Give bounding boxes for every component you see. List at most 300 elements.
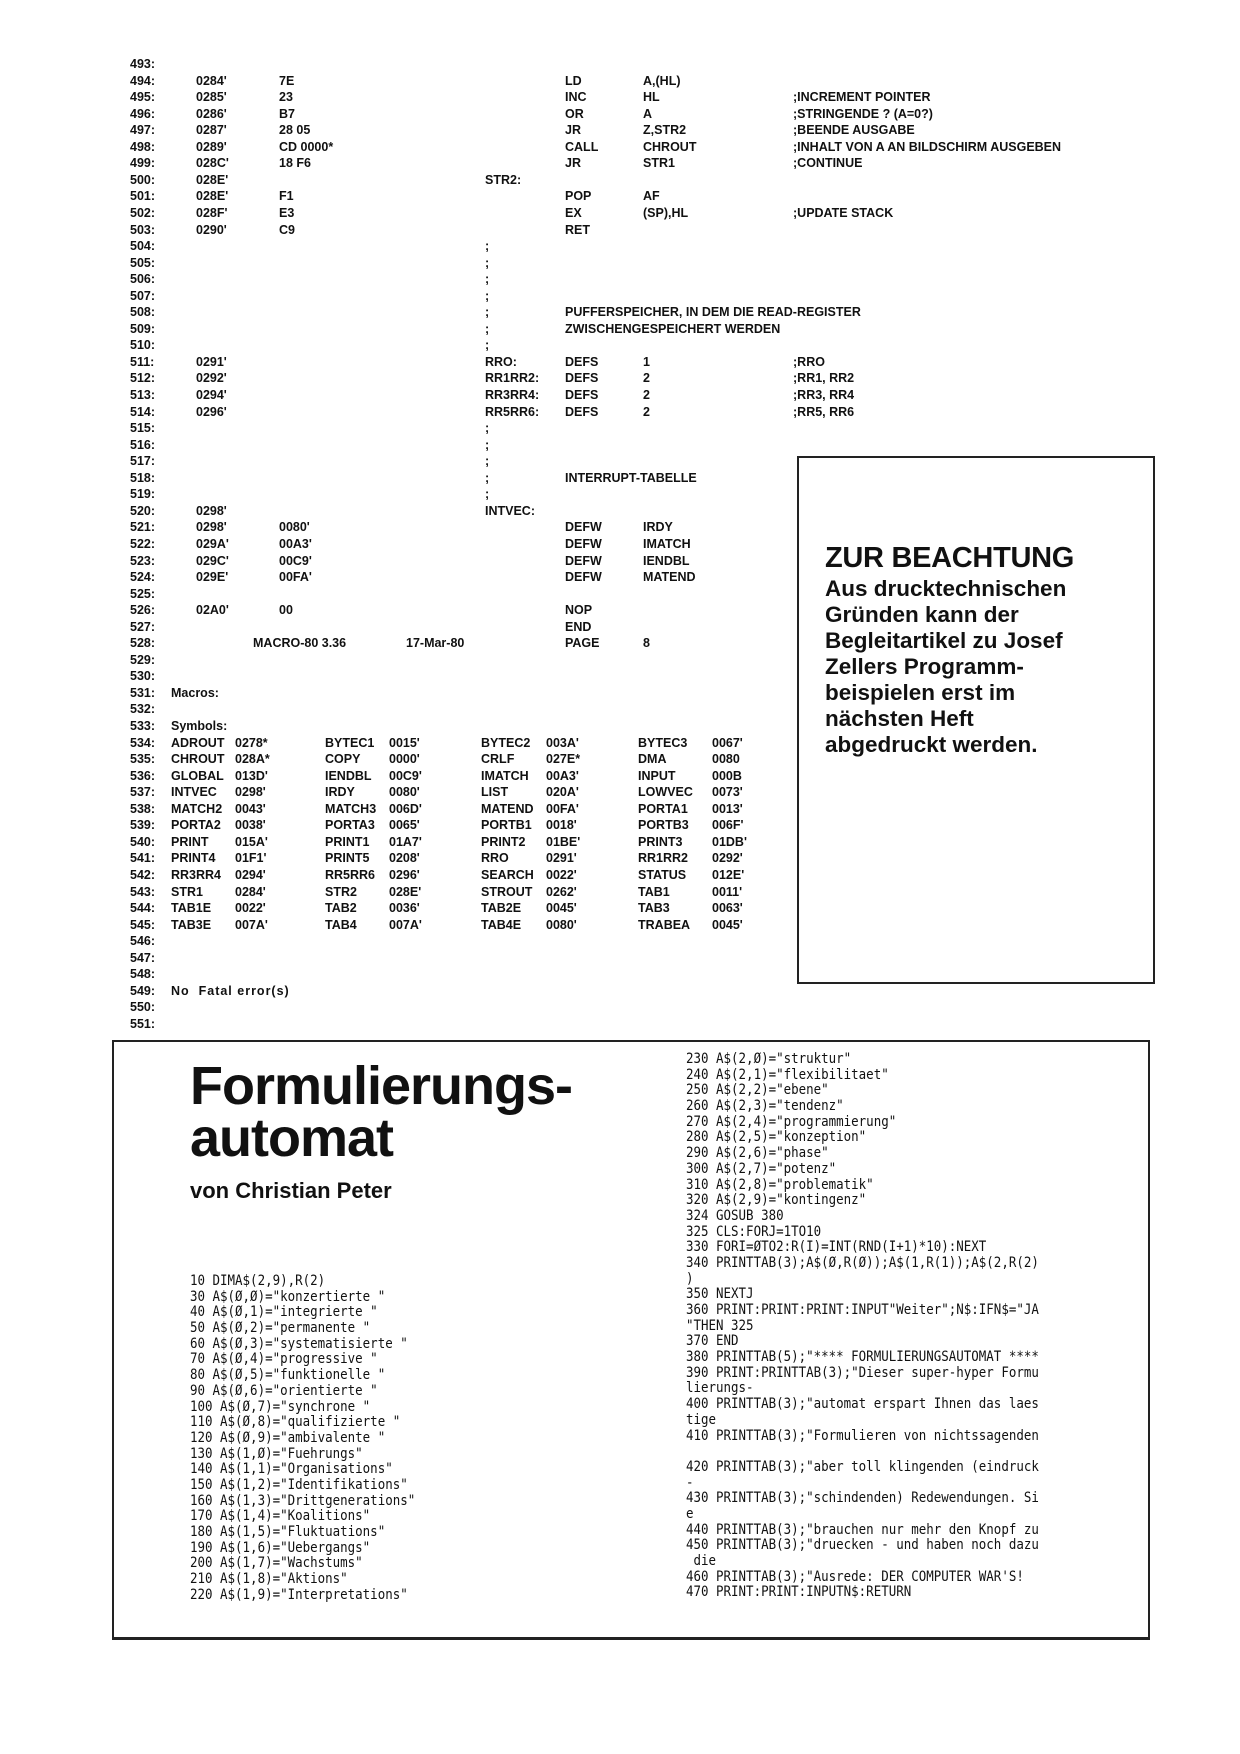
- article-title-line: automat: [190, 1108, 394, 1168]
- symbol-value: 0291': [546, 851, 577, 866]
- listing-code: 00: [279, 603, 293, 618]
- code-line: 50 A$(Ø,2)="permanente ": [190, 1320, 371, 1337]
- listing-mn: DEFS: [565, 404, 599, 419]
- listing-n: 518:: [130, 470, 156, 485]
- symbol-name: MATEND: [481, 801, 534, 816]
- listing-addr: 0284': [196, 73, 227, 88]
- code-line: 150 A$(1,2)="Identifikations": [190, 1476, 408, 1493]
- listing-label: ;: [485, 487, 490, 502]
- code-line: 100 A$(Ø,7)="synchrone ": [190, 1398, 371, 1415]
- listing-n: 500:: [130, 172, 156, 187]
- listing-code: 7E: [279, 73, 295, 88]
- listing-label: STR2:: [485, 172, 522, 187]
- listing-mn: INC: [565, 90, 587, 105]
- listing-n: 497:: [130, 123, 156, 138]
- symbol-value: 0080': [389, 785, 420, 800]
- listing-addr: 0285': [196, 90, 227, 105]
- listing-label: ;: [485, 470, 490, 485]
- symbol-name: RR1RR2: [638, 851, 689, 866]
- listing-mn: RET: [565, 222, 590, 237]
- listing-n: 539:: [130, 818, 156, 833]
- listing-addr: 0289': [196, 139, 227, 154]
- article-box: [112, 1040, 1150, 1640]
- listing-cm: ;STRINGENDE ? (A=0?): [793, 106, 933, 121]
- listing-mn: DEFW: [565, 553, 602, 568]
- code-line: 324 GOSUB 380: [686, 1207, 784, 1224]
- symbol-value: 012E': [712, 867, 745, 882]
- listing-n: 540:: [130, 834, 156, 849]
- listing-n: 506:: [130, 272, 156, 287]
- listing-label: ;: [485, 305, 490, 320]
- code-line: 10 DIMA$(2,9),R(2): [190, 1273, 326, 1289]
- symbol-name: TAB2E: [481, 901, 522, 916]
- symbol-name: LOWVEC: [638, 785, 693, 800]
- code-line: 120 A$(Ø,9)="ambivalente ": [190, 1429, 386, 1446]
- symbol-name: TAB2: [325, 901, 357, 916]
- listing-addr: 028C': [196, 156, 229, 171]
- listing-n: 499:: [130, 156, 156, 171]
- listing-mn: EX: [565, 205, 582, 220]
- listing-date: 17-Mar-80: [406, 636, 465, 651]
- listing-op: IENDBL: [643, 553, 690, 568]
- symbol-value: 0043': [235, 801, 266, 816]
- code-line: 190 A$(1,6)="Uebergangs": [190, 1539, 371, 1556]
- code-line: 325 CLS:FORJ=1TO10: [686, 1223, 822, 1240]
- listing-line: [0, 56, 1240, 72]
- listing-mn: PUFFERSPEICHER, IN DEM DIE READ-REGISTER: [565, 305, 861, 320]
- notice-line: abgedruckt werden.: [825, 732, 1038, 757]
- basic-code-left: [190, 1274, 415, 1603]
- symbol-value: 0294': [235, 867, 266, 882]
- code-line: 60 A$(Ø,3)="systematisierte ": [190, 1335, 408, 1352]
- symbol-name: BYTEC2: [481, 735, 531, 750]
- listing-mn: DEFW: [565, 536, 602, 551]
- listing-n: 535:: [130, 752, 156, 767]
- symbol-value: 006F': [712, 818, 744, 833]
- listing-n: 537:: [130, 785, 156, 800]
- listing-op: CHROUT: [643, 139, 697, 154]
- listing-n: 532:: [130, 702, 156, 717]
- code-line: 410 PRINTTAB(3);"Formulieren von nichtssagenden: [686, 1427, 1039, 1444]
- listing-cm: ;UPDATE STACK: [793, 205, 894, 220]
- symbol-name: LIST: [481, 785, 509, 800]
- listing-code: 00FA': [279, 570, 312, 585]
- symbol-name: PORTA3: [325, 818, 375, 833]
- code-line: 240 A$(2,1)="flexibilitaet": [686, 1066, 889, 1083]
- symbol-name: PRINT3: [638, 834, 683, 849]
- listing-n: 508:: [130, 305, 156, 320]
- listing-line: [0, 354, 1240, 370]
- symbol-name: PRINT1: [325, 834, 370, 849]
- symbol-name: IENDBL: [325, 768, 372, 783]
- basic-code-right: [686, 1052, 1039, 1601]
- listing-mn: DEFS: [565, 354, 599, 369]
- listing-code: 0080': [279, 520, 310, 535]
- listing-line: [0, 437, 1240, 453]
- code-line: [686, 1444, 1039, 1460]
- symbol-name: STROUT: [481, 884, 533, 899]
- symbol-value: 0018': [546, 818, 577, 833]
- listing-n: 498:: [130, 139, 156, 154]
- listing-n: 507:: [130, 288, 156, 303]
- listing-addr: 0287': [196, 123, 227, 138]
- symbol-name: RRO: [481, 851, 509, 866]
- listing-code: B7: [279, 106, 295, 121]
- listing-n: 530:: [130, 669, 156, 684]
- code-line: 220 A$(1,9)="Interpretations": [190, 1586, 408, 1603]
- symbol-value: 003A': [546, 735, 579, 750]
- listing-mn: ZWISCHENGESPEICHERT WERDEN: [565, 321, 781, 336]
- code-line: 210 A$(1,8)="Aktions": [190, 1571, 348, 1588]
- listing-line: [0, 122, 1240, 138]
- listing-n: 542:: [130, 867, 156, 882]
- listing-n: 509:: [130, 321, 156, 336]
- listing-label: RR1RR2:: [485, 371, 540, 386]
- symbol-name: TAB4: [325, 917, 357, 932]
- article-author: von Christian Peter: [190, 1178, 392, 1203]
- symbol-value: 00A3': [546, 768, 579, 783]
- code-line: 430 PRINTTAB(3);"schindenden) Redewendungen. Si: [686, 1490, 1039, 1507]
- listing-code: 28 05: [279, 123, 311, 138]
- listing-line: [0, 387, 1240, 403]
- symbol-name: TAB1E: [171, 901, 212, 916]
- listing-addr: 028E': [196, 172, 229, 187]
- listing-n: 531:: [130, 685, 156, 700]
- symbol-name: PORTB3: [638, 818, 689, 833]
- listing-label: ;: [485, 421, 490, 436]
- symbol-name: DMA: [638, 752, 667, 767]
- article-title: [190, 1056, 573, 1168]
- symbol-value: 01A7': [389, 834, 422, 849]
- listing-line: [0, 205, 1240, 221]
- listing-code: F1: [279, 189, 294, 204]
- listing-addr: 029A': [196, 536, 229, 551]
- code-line: 360 PRINT:PRINT:PRINT:INPUT"Weiter";N$:IFN$="JA: [686, 1302, 1039, 1318]
- code-line: 350 NEXTJ: [686, 1286, 754, 1303]
- listing-n: 512:: [130, 371, 156, 386]
- code-line: -: [686, 1474, 694, 1491]
- listing-mn: DEFS: [565, 371, 599, 386]
- code-line: 450 PRINTTAB(3);"druecken - und haben noch dazu: [686, 1537, 1039, 1554]
- symbol-value: 0262': [546, 884, 577, 899]
- notice-line: nächsten Heft: [825, 706, 974, 731]
- notice-line: Begleitartikel zu Josef: [825, 628, 1063, 653]
- listing-n: 516:: [130, 437, 156, 452]
- listing-code: CD 0000*: [279, 139, 334, 154]
- code-line: 310 A$(2,8)="problematik": [686, 1176, 874, 1193]
- listing-n: 505:: [130, 255, 156, 270]
- listing-n: 494:: [130, 73, 156, 88]
- symbol-name: PRINT5: [325, 851, 370, 866]
- symbol-name: CHROUT: [171, 752, 225, 767]
- symbol-value: 020A': [546, 785, 579, 800]
- code-line: ): [686, 1270, 694, 1287]
- code-line: 130 A$(1,Ø)="Fuehrungs": [190, 1445, 363, 1462]
- listing-n: 549:: [130, 983, 156, 998]
- listing-label: ;: [485, 255, 490, 270]
- code-line: 70 A$(Ø,4)="progressive ": [190, 1351, 378, 1368]
- listing-n: 533:: [130, 719, 156, 733]
- symbol-value: 013D': [235, 768, 268, 783]
- symbol-name: GLOBAL: [171, 768, 224, 783]
- listing-op: 1: [643, 354, 650, 369]
- listing-n: 501:: [130, 189, 156, 204]
- code-line: 260 A$(2,3)="tendenz": [686, 1098, 844, 1115]
- listing-n: 545:: [130, 917, 156, 932]
- code-line: 280 A$(2,5)="konzeption": [686, 1129, 867, 1146]
- listing-mn: INTERRUPT-TABELLE: [565, 470, 697, 485]
- listing-cm: ;INCREMENT POINTER: [793, 90, 931, 105]
- listing-op: 2: [643, 371, 650, 386]
- code-line: 270 A$(2,4)="programmierung": [686, 1113, 897, 1130]
- listing-op: (SP),HL: [643, 205, 689, 220]
- listing-n: 523:: [130, 553, 156, 568]
- listing-line: [0, 106, 1240, 122]
- listing-n: 536:: [130, 768, 156, 783]
- symbol-value: 0298': [235, 785, 266, 800]
- symbol-name: TAB1: [638, 884, 670, 899]
- symbol-name: PRINT: [171, 834, 209, 849]
- symbol-value: 01BE': [546, 834, 581, 849]
- listing-code: E3: [279, 205, 295, 220]
- code-line: 400 PRINTTAB(3);"automat erspart Ihnen das laes: [686, 1396, 1039, 1413]
- symbol-value: 00FA': [546, 801, 579, 816]
- listing-code: C9: [279, 222, 295, 237]
- code-line: 340 PRINTTAB(3);A$(Ø,R(Ø));A$(1,R(1));A$(2,R(2): [686, 1254, 1039, 1271]
- listing-n: 504:: [130, 239, 156, 254]
- notice-line: Zellers Programm-: [825, 654, 1024, 679]
- listing-line: [0, 222, 1240, 238]
- listing-line: [0, 139, 1240, 155]
- listing-op: IRDY: [643, 520, 673, 535]
- listing-n: 524:: [130, 570, 156, 585]
- listing-addr: 028E': [196, 189, 229, 204]
- listing-addr: 02A0': [196, 603, 229, 618]
- listing-mn: OR: [565, 106, 584, 121]
- listing-cm: ;INHALT VON A AN BILDSCHIRM AUSGEBEN: [793, 139, 1062, 154]
- code-line: 160 A$(1,3)="Drittgenerations": [190, 1492, 416, 1509]
- listing-cm: ;RR3, RR4: [793, 388, 855, 402]
- listing-op: A,(HL): [643, 73, 681, 88]
- listing-line: [0, 188, 1240, 204]
- symbol-value: 0080: [712, 752, 740, 767]
- symbol-value: 006D': [389, 801, 422, 816]
- code-line: 320 A$(2,9)="kontingenz": [686, 1192, 867, 1209]
- symbol-name: PRINT4: [171, 851, 216, 866]
- code-line: 30 A$(Ø,Ø)="konzertierte ": [190, 1288, 386, 1305]
- listing-n: 525:: [130, 586, 156, 601]
- symbol-name: RR3RR4: [171, 867, 222, 882]
- listing-label: RRO:: [485, 354, 517, 369]
- listing-n: 513:: [130, 388, 156, 402]
- listing-n: 550:: [130, 1000, 156, 1015]
- symbol-name: CRLF: [481, 752, 515, 767]
- code-line: die: [686, 1553, 717, 1569]
- listing-cm: ;RRO: [793, 354, 825, 369]
- code-line: 440 PRINTTAB(3);"brauchen nur mehr den Knopf zu: [686, 1521, 1039, 1538]
- listing-op: IMATCH: [643, 536, 691, 551]
- symbol-value: 028E': [389, 884, 422, 899]
- symbol-value: 007A': [389, 917, 422, 932]
- listing-line: [0, 337, 1240, 353]
- listing-addr: 0286': [196, 106, 227, 121]
- symbol-value: 000B: [712, 768, 742, 783]
- code-line: 140 A$(1,1)="Organisations": [190, 1461, 393, 1478]
- listing-line: [0, 304, 1240, 320]
- listing-n: 511:: [130, 354, 155, 369]
- listing-line: [0, 370, 1240, 386]
- symbol-value: 0045': [546, 901, 577, 916]
- symbol-value: 01F1': [235, 851, 267, 866]
- symbol-name: ADROUT: [171, 735, 225, 750]
- symbol-name: PORTA1: [638, 801, 688, 816]
- notice-line: beispielen erst im: [825, 680, 1016, 705]
- code-line: 200 A$(1,7)="Wachstums": [190, 1555, 363, 1572]
- listing-n: 496:: [130, 106, 156, 121]
- listing-line: [0, 420, 1240, 436]
- listing-n: 517:: [130, 454, 156, 469]
- listing-n: 544:: [130, 901, 156, 916]
- listing-n: 551:: [130, 1016, 156, 1031]
- listing-addr: 028F': [196, 205, 228, 220]
- listing-n: 502:: [130, 205, 156, 220]
- notice-title: ZUR BEACHTUNG: [825, 542, 1075, 574]
- listing-mn: END: [565, 619, 592, 634]
- symbol-value: 0080': [546, 917, 577, 932]
- symbol-value: 028A*: [235, 752, 270, 767]
- listing-label: RR5RR6:: [485, 404, 540, 419]
- listing-cm: ;BEENDE AUSGABE: [793, 123, 915, 138]
- code-line: 420 PRINTTAB(3);"aber toll klingenden (eindruck: [686, 1458, 1039, 1475]
- listing-n: 543:: [130, 884, 156, 899]
- symbol-value: 01DB': [712, 834, 747, 849]
- listing-mn: POP: [565, 189, 592, 204]
- symbol-value: 0284': [235, 884, 266, 899]
- listing-cm: ;RR5, RR6: [793, 404, 855, 419]
- listing-line: [0, 238, 1240, 254]
- listing-label: ;: [485, 338, 490, 353]
- code-line: 180 A$(1,5)="Fluktuations": [190, 1524, 386, 1540]
- code-line: 250 A$(2,2)="ebene": [686, 1082, 829, 1099]
- symbol-name: INTVEC: [171, 785, 217, 800]
- listing-n: 493:: [130, 57, 156, 71]
- symbol-name: PORTA2: [171, 818, 221, 833]
- symbol-name: TAB3E: [171, 917, 212, 932]
- listing-label: ;: [485, 288, 490, 303]
- symbol-name: STR2: [325, 884, 357, 899]
- symbol-value: 0296': [389, 867, 420, 882]
- listing-line: [0, 73, 1240, 89]
- listing-line: [0, 404, 1240, 420]
- listing-txt: Macros:: [171, 685, 219, 700]
- symbol-value: 0015': [389, 735, 420, 750]
- article-title-line: Formulierungs-: [190, 1056, 573, 1116]
- listing-cm: ;RR1, RR2: [793, 371, 855, 386]
- listing-n: 514:: [130, 404, 156, 419]
- symbol-value: 0065': [389, 818, 420, 833]
- listing-n: 534:: [130, 735, 156, 750]
- listing-label: ;: [485, 272, 490, 287]
- symbol-name: TAB4E: [481, 917, 522, 932]
- symbol-name: PORTB1: [481, 818, 532, 833]
- symbol-name: BYTEC3: [638, 735, 688, 750]
- listing-op: HL: [643, 90, 660, 105]
- symbol-value: 0278*: [235, 735, 268, 750]
- code-line: 110 A$(Ø,8)="qualifizierte ": [190, 1414, 401, 1431]
- listing-line: [0, 983, 1240, 999]
- symbol-name: TAB3: [638, 901, 670, 916]
- listing-line: [0, 271, 1240, 287]
- listing-line: [0, 288, 1240, 304]
- code-line: 470 PRINT:PRINT:INPUTN$:RETURN: [686, 1584, 912, 1601]
- listing-n: 529:: [130, 652, 156, 667]
- listing-op: MATEND: [643, 570, 696, 585]
- symbol-name: BYTEC1: [325, 735, 375, 750]
- symbol-value: 0000': [389, 752, 420, 767]
- listing-n: 528:: [130, 636, 156, 651]
- listing-addr: 0290': [196, 222, 227, 237]
- code-line: 380 PRINTTAB(5);"**** FORMULIERUNGSAUTOMAT ****: [686, 1349, 1039, 1366]
- listing-n: 527:: [130, 619, 156, 634]
- listing-line: [0, 172, 1240, 188]
- code-line: 230 A$(2,Ø)="struktur": [686, 1051, 852, 1067]
- listing-label: INTVEC:: [485, 503, 535, 518]
- listing-n: 547:: [130, 950, 156, 965]
- listing-n: 522:: [130, 536, 156, 551]
- listing-addr: 0296': [196, 404, 227, 419]
- listing-n: 515:: [130, 421, 156, 436]
- code-line: "THEN 325: [686, 1317, 754, 1334]
- listing-addr: 029E': [196, 570, 229, 585]
- listing-cm: ;CONTINUE: [793, 156, 863, 171]
- listing-label: ;: [485, 454, 490, 469]
- symbol-value: 0022': [546, 867, 577, 882]
- notice-line: Gründen kann der: [825, 602, 1019, 627]
- notice-box: [797, 456, 1155, 984]
- listing-mn: JR: [565, 156, 581, 171]
- listing-n: 538:: [130, 801, 156, 816]
- symbol-name: IMATCH: [481, 768, 529, 783]
- symbol-value: 0045': [712, 917, 743, 932]
- listing-n: 495:: [130, 90, 156, 105]
- listing-n: 546:: [130, 934, 156, 949]
- listing-mn: DEFS: [565, 388, 599, 402]
- listing-tag: MACRO-80 3.36: [253, 636, 347, 651]
- symbol-value: 027E*: [546, 752, 581, 767]
- code-line: 460 PRINTTAB(3);"Ausrede: DER COMPUTER WAR'S!: [686, 1568, 1024, 1585]
- symbol-value: 0022': [235, 901, 266, 916]
- code-line: lierungs-: [686, 1380, 754, 1397]
- listing-op: STR1: [643, 156, 675, 171]
- code-line: 330 FORI=ØTO2:R(I)=INT(RND(I+1)*10):NEXT: [686, 1239, 987, 1256]
- symbol-name: SEARCH: [481, 867, 534, 882]
- listing-code: 00A3': [279, 536, 312, 551]
- listing-op: AF: [643, 189, 660, 204]
- listing-n: 541:: [130, 851, 156, 866]
- listing-n: 521:: [130, 520, 156, 535]
- symbol-name: MATCH3: [325, 801, 377, 816]
- listing-addr: 0292': [196, 371, 227, 386]
- symbol-value: 0013': [712, 801, 743, 816]
- listing-n: 519:: [130, 487, 156, 502]
- symbol-value: 007A': [235, 917, 268, 932]
- symbol-name: COPY: [325, 752, 361, 767]
- code-line: 40 A$(Ø,1)="integrierte ": [190, 1304, 378, 1321]
- listing-op: 2: [643, 404, 650, 419]
- code-line: 300 A$(2,7)="potenz": [686, 1160, 837, 1177]
- symbol-value: 0067': [712, 735, 743, 750]
- listing-txt: Symbols:: [171, 719, 228, 733]
